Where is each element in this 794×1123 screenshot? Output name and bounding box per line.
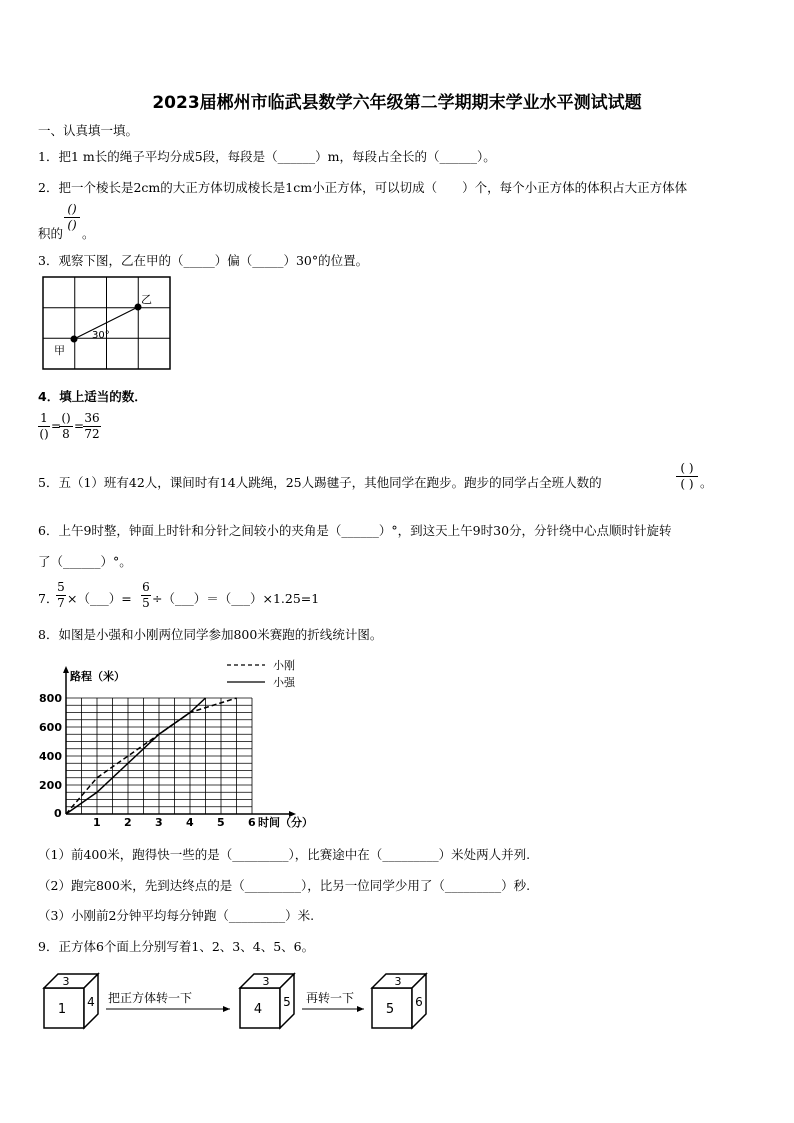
q4-fraction-1 [38,412,50,441]
question-5-end: 。 [700,475,713,490]
race-line-chart [22,650,322,835]
cube-3 [372,974,426,1028]
label-yi: 乙 [141,293,152,306]
fraction-numerator: 5 [57,580,65,594]
arrow-2-label: 再转一下 [306,991,355,1005]
fraction-numerator: () [67,202,77,216]
fraction-denominator: 7 [57,596,65,610]
x-tick-label: 1 [93,816,101,829]
question-1: 1．把1 m长的绳子平均分成5段，每段是（______）m，每段占全长的（______）。 [38,149,496,164]
q7-fraction-2 [141,581,151,610]
fraction-denominator: 5 [142,596,150,610]
equals-sign: = [74,419,85,433]
chart-legend [227,658,296,689]
x-axis-label: 时间（分） [258,816,313,829]
cube-1 [44,974,98,1028]
question-7-label: 7． [38,591,59,606]
question-6-line2: 了（______）°。 [38,554,132,569]
x-tick-label: 4 [186,816,194,829]
question-3: 3．观察下图，乙在甲的（_____）偏（_____）30°的位置。 [38,253,369,268]
cube-2-front-face: 4 [253,1002,263,1017]
chart-grid [66,698,252,814]
cube-rotation-figure [38,968,438,1034]
question-5-fraction [676,462,698,491]
question-6: 6．上午9时整，钟面上时针和分针之间较小的夹角是（______）°，到这天上午9时30分，分针绕中心点顺时针旋转 [38,523,672,538]
fraction-numerator: 6 [142,580,150,594]
cube-3-front-face: 5 [385,1002,395,1017]
question-8-sub3: （3）小刚前2分钟平均每分钟跑（_________）米. [38,908,315,923]
question-9: 9．正方体6个面上分别写着1、2、3、4、5、6。 [38,939,315,954]
label-angle: 30° [92,330,110,341]
arrow-1-label: 把正方体转一下 [108,991,193,1005]
y-tick-label: 400 [39,750,62,763]
q7-fraction-1 [56,581,66,610]
cube-2-side-face: 5 [283,995,291,1009]
question-8-sub2: （2）跑完800米，先到达终点的是（_________），比另一位同学少用了（_________）秒. [38,878,531,893]
page-title: 2023届郴州市临武县数学六年级第二学期期末学业水平测试试题 [152,93,642,113]
y-axis-label: 路程（米） [70,670,125,683]
cube-1-front-face: 1 [57,1002,67,1017]
fraction-numerator: () [61,411,71,425]
label-jia: 甲 [54,344,65,357]
x-tick-label: 0 [54,807,62,820]
equals-sign: = [51,419,62,433]
cube-1-top-face: 3 [62,975,70,988]
question-4: 4．填上适当的数． [38,389,147,404]
fraction-numerator: 1 [40,411,48,425]
q4-fraction-3 [83,412,101,441]
question-8: 8．如图是小强和小刚两位同学参加800米赛跑的折线统计图。 [38,627,383,642]
question-2-fraction [64,203,80,232]
cube-2-top-face: 3 [262,975,270,988]
question-2-end: 。 [82,226,95,241]
legend-label: 小刚 [273,659,295,672]
point-jia [71,336,78,343]
fraction-denominator: 72 [84,427,100,441]
y-axis-arrow [63,666,69,673]
fraction-denominator: () [39,427,49,441]
fraction-denominator: ( ) [680,477,694,491]
question-7-part2: ÷（___）＝（___）×1.25=1 [152,591,320,606]
y-tick-label: 600 [39,721,62,734]
q4-fraction-2 [59,412,73,441]
legend-label: 小强 [273,676,295,689]
x-tick-label: 6 [248,816,256,829]
question-2-line2: 积的 [38,226,64,241]
question-8-sub1: （1）前400米，跑得快一些的是（_________），比赛途中在（_________）米处两人并列. [38,847,531,862]
x-tick-label: 3 [155,816,163,829]
y-tick-label: 800 [39,692,62,705]
cube-3-side-face: 6 [415,995,423,1009]
cube-3-top-face: 3 [394,975,402,988]
fraction-numerator: ( ) [680,461,694,475]
x-tick-label: 5 [217,816,225,829]
fraction-denominator: 8 [62,427,70,441]
cube-1-side-face: 4 [87,995,95,1009]
question-7-part1: ×（___）= [67,591,132,606]
fraction-denominator: () [67,218,77,232]
fraction-numerator: 36 [84,411,100,425]
cube-2 [240,974,294,1028]
y-tick-label: 200 [39,779,62,792]
section-heading: 一、认真填一填。 [38,123,139,138]
question-2: 2．把一个棱长是2cm的大正方体切成棱长是1cm小正方体，可以切成（ ）个，每个小正方体的体积占大正方体体 [38,180,688,195]
x-tick-label: 2 [124,816,132,829]
direction-grid-figure [42,276,172,370]
question-5: 5．五（1）班有42人，课间时有14人跳绳，25人踢毽子，其他同学在跑步。跑步的同学占全班人数的 [38,475,602,490]
